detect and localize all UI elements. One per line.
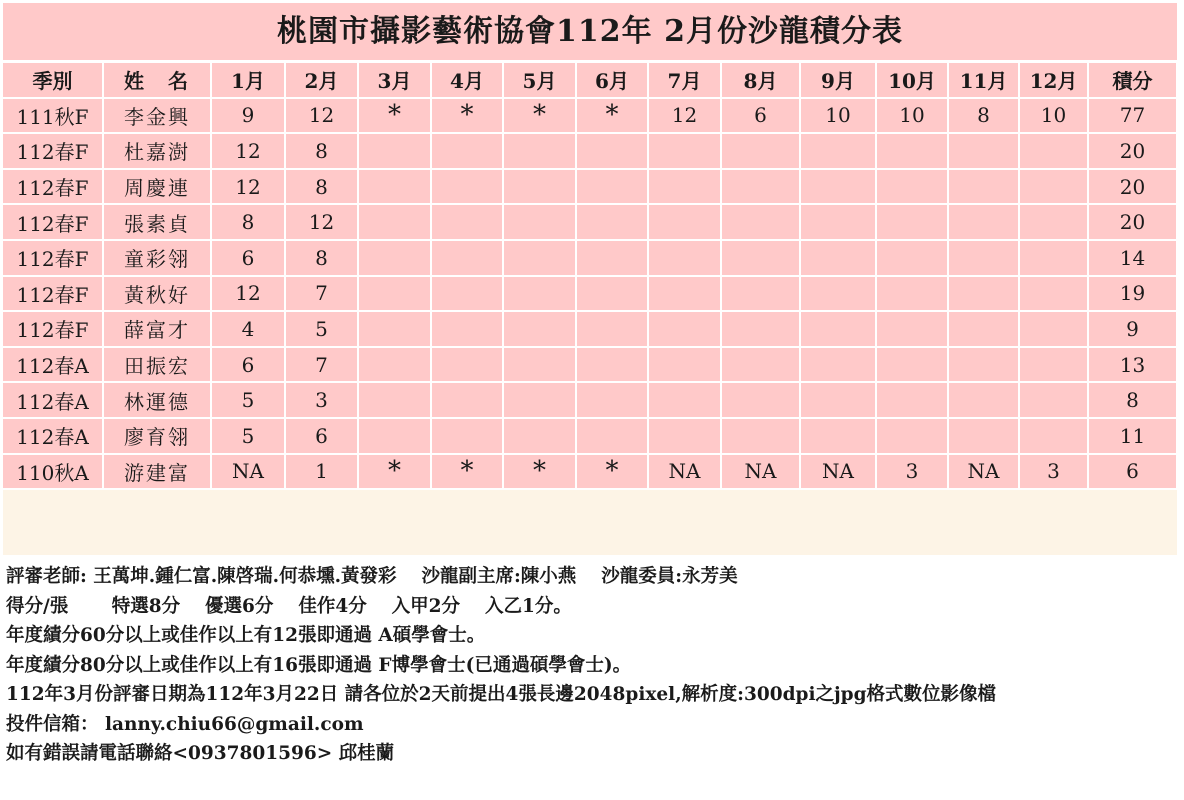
notes-section [6,562,1182,769]
month-score-cell: 9 [211,98,285,134]
month-score-cell [576,382,648,418]
season-cell: 112春F [3,133,103,169]
month-score-cell [576,418,648,454]
member-name-cell: 李金興 [103,98,211,134]
month-score-cell [1019,276,1088,312]
month-score-cell [503,133,576,169]
month-score-cell [648,133,721,169]
month-score-cell [800,382,876,418]
month-score-cell [648,382,721,418]
month-score-cell: 12 [285,204,358,240]
month-score-cell [721,240,800,276]
table-row [3,169,1177,205]
month-score-cell: 5 [285,311,358,347]
total-score-cell: 11 [1088,418,1177,454]
member-name-cell: 黃秋好 [103,276,211,312]
total-score-cell: 13 [1088,347,1177,383]
total-score-cell: 20 [1088,204,1177,240]
month-score-cell [576,347,648,383]
month-score-cell: * [503,454,576,490]
month-score-cell [876,418,948,454]
judges-line: 評審老師: 王萬坤.鍾仁富.陳啓瑞.何恭壎.黃發彩 沙龍副主席:陳小燕 沙龍委員:永芳美 [6,566,738,587]
month-score-cell [431,204,503,240]
month-score-cell [358,276,431,312]
month-score-cell [576,276,648,312]
season-cell: 112春F [3,276,103,312]
month-score-cell [948,133,1019,169]
month-score-cell: 8 [211,204,285,240]
table-row [3,133,1177,169]
month-score-cell [948,169,1019,205]
f-level-rule-line: 年度績分80分以上或佳作以上有16張即通過 F博學會士(已通過碩學會士)。 [6,654,632,676]
month-score-cell: 12 [648,98,721,134]
month-score-cell [358,347,431,383]
month-score-cell: NA [211,454,285,490]
month-score-cell [431,276,503,312]
table-row [3,240,1177,276]
month-score-cell [648,311,721,347]
member-name-cell: 薛富才 [103,311,211,347]
month-score-cell [876,276,948,312]
month-score-cell [576,169,648,205]
month-score-cell [721,276,800,312]
table-row [3,98,1177,134]
sheet-title: 桃園市攝影藝術協會112年 2月份沙龍積分表 [3,3,1177,63]
month-score-cell [721,204,800,240]
month-score-cell: 8 [285,240,358,276]
month-score-cell [431,311,503,347]
month-score-cell: 10 [800,98,876,134]
month-score-cell [948,347,1019,383]
season-cell: 112春A [3,347,103,383]
month-score-cell: 3 [285,382,358,418]
a-level-rule-line: 年度績分60分以上或佳作以上有12張即通過 A碩學會士。 [6,625,486,646]
month-score-cell [503,204,576,240]
month-score-cell [576,133,648,169]
month-score-cell [721,418,800,454]
column-header-dec: 12月 [1019,63,1088,98]
month-score-cell [358,382,431,418]
month-score-cell: * [431,454,503,490]
month-score-cell: 4 [211,311,285,347]
month-score-cell [431,418,503,454]
month-score-cell [800,133,876,169]
column-header-jul: 7月 [648,63,721,98]
table-row [3,347,1177,383]
month-score-cell: 3 [1019,454,1088,490]
month-score-cell [503,169,576,205]
column-header-nov: 11月 [948,63,1019,98]
month-score-cell: * [576,98,648,134]
month-score-cell: NA [948,454,1019,490]
column-header-sep: 9月 [800,63,876,98]
month-score-cell: 10 [876,98,948,134]
month-score-cell: NA [721,454,800,490]
month-score-cell: 8 [285,133,358,169]
month-score-cell [576,240,648,276]
table-body [3,98,1177,490]
month-score-cell [1019,418,1088,454]
month-score-cell [948,311,1019,347]
month-score-cell: 5 [211,382,285,418]
month-score-cell [721,311,800,347]
month-score-cell [876,169,948,205]
month-score-cell [358,418,431,454]
season-cell: 112春F [3,169,103,205]
column-header-oct: 10月 [876,63,948,98]
month-score-cell [876,311,948,347]
member-name-cell: 張素貞 [103,204,211,240]
month-score-cell: NA [800,454,876,490]
month-score-cell [721,169,800,205]
member-name-cell: 田振宏 [103,347,211,383]
month-score-cell [1019,240,1088,276]
scoring-rules-line: 得分/張 特選8分 優選6分 佳作4分 入甲2分 入乙1分。 [6,595,572,617]
month-score-cell [721,347,800,383]
month-score-cell [948,418,1019,454]
month-score-cell: 7 [285,276,358,312]
total-score-cell: 14 [1088,240,1177,276]
month-score-cell [800,418,876,454]
month-score-cell: * [431,98,503,134]
month-score-cell [1019,382,1088,418]
total-score-cell: 8 [1088,382,1177,418]
month-score-cell [800,240,876,276]
table-row [3,311,1177,347]
column-header-total: 積分 [1088,63,1177,98]
total-score-cell: 20 [1088,133,1177,169]
table-row [3,204,1177,240]
month-score-cell: 12 [285,98,358,134]
month-score-cell [503,240,576,276]
total-score-cell: 6 [1088,454,1177,490]
month-score-cell [648,169,721,205]
month-score-cell: 6 [211,240,285,276]
month-score-cell [431,133,503,169]
month-score-cell [648,204,721,240]
month-score-cell [876,347,948,383]
month-score-cell [1019,204,1088,240]
month-score-cell [576,311,648,347]
month-score-cell [948,382,1019,418]
month-score-cell: 8 [285,169,358,205]
month-score-cell [1019,311,1088,347]
month-score-cell [358,204,431,240]
submission-email-line: 投件信箱： lanny.chiu66@gmail.com [6,713,364,735]
column-header-name: 姓 名 [103,63,211,98]
month-score-cell: 12 [211,276,285,312]
season-cell: 112春F [3,204,103,240]
month-score-cell [358,311,431,347]
column-header-jan: 1月 [211,63,285,98]
month-score-cell [431,382,503,418]
month-score-cell: NA [648,454,721,490]
month-score-cell [648,347,721,383]
month-score-cell [576,204,648,240]
member-name-cell: 杜嘉澍 [103,133,211,169]
submission-info-line: 112年3月份評審日期為112年3月22日 請各位於2天前提出4張長邊2048pixel,解析度:300dpi之jpg格式數位影像檔 [6,684,997,705]
month-score-cell [648,418,721,454]
column-header-feb: 2月 [285,63,358,98]
month-score-cell: * [503,98,576,134]
month-score-cell: * [358,98,431,134]
column-header-mar: 3月 [358,63,431,98]
total-score-cell: 20 [1088,169,1177,205]
month-score-cell: 12 [211,169,285,205]
member-name-cell: 廖育翎 [103,418,211,454]
month-score-cell [358,240,431,276]
month-score-cell [800,276,876,312]
month-score-cell [648,240,721,276]
month-score-cell: 10 [1019,98,1088,134]
month-score-cell [1019,133,1088,169]
month-score-cell [948,204,1019,240]
season-cell: 111秋F [3,98,103,134]
season-cell: 110秋A [3,454,103,490]
table-row [3,276,1177,312]
member-name-cell: 童彩翎 [103,240,211,276]
column-header-apr: 4月 [431,63,503,98]
member-name-cell: 周慶連 [103,169,211,205]
month-score-cell: * [358,454,431,490]
season-cell: 112春A [3,382,103,418]
month-score-cell: 6 [211,347,285,383]
month-score-cell [800,311,876,347]
column-header-season: 季別 [3,63,103,98]
month-score-cell [503,382,576,418]
total-score-cell: 9 [1088,311,1177,347]
column-header-jun: 6月 [576,63,648,98]
month-score-cell [876,240,948,276]
month-score-cell: 5 [211,418,285,454]
total-score-cell: 19 [1088,276,1177,312]
table-row [3,454,1177,490]
score-sheet [3,3,1177,555]
contact-line: 如有錯誤請電話聯絡<0937801596> 邱桂蘭 [6,743,395,764]
month-score-cell [800,347,876,383]
total-score-cell: 77 [1088,98,1177,134]
month-score-cell [800,169,876,205]
month-score-cell [1019,347,1088,383]
table-row [3,382,1177,418]
month-score-cell: 6 [285,418,358,454]
month-score-cell [503,418,576,454]
season-cell: 112春A [3,418,103,454]
month-score-cell [948,240,1019,276]
month-score-cell [431,240,503,276]
month-score-cell [503,311,576,347]
month-score-cell [800,204,876,240]
month-score-cell [431,169,503,205]
month-score-cell [431,347,503,383]
score-table [3,63,1178,490]
season-cell: 112春F [3,311,103,347]
month-score-cell: 12 [211,133,285,169]
column-header-may: 5月 [503,63,576,98]
month-score-cell [358,169,431,205]
month-score-cell: 3 [876,454,948,490]
table-row [3,418,1177,454]
month-score-cell [1019,169,1088,205]
column-header-aug: 8月 [721,63,800,98]
month-score-cell [503,347,576,383]
month-score-cell [876,133,948,169]
month-score-cell: 7 [285,347,358,383]
month-score-cell [721,133,800,169]
month-score-cell: 6 [721,98,800,134]
member-name-cell: 林運德 [103,382,211,418]
month-score-cell [503,276,576,312]
month-score-cell [648,276,721,312]
month-score-cell: * [576,454,648,490]
season-cell: 112春F [3,240,103,276]
header-row [3,63,1177,98]
month-score-cell [721,382,800,418]
month-score-cell: 1 [285,454,358,490]
month-score-cell [876,204,948,240]
month-score-cell [358,133,431,169]
member-name-cell: 游建富 [103,454,211,490]
month-score-cell: 8 [948,98,1019,134]
month-score-cell [948,276,1019,312]
month-score-cell [876,382,948,418]
